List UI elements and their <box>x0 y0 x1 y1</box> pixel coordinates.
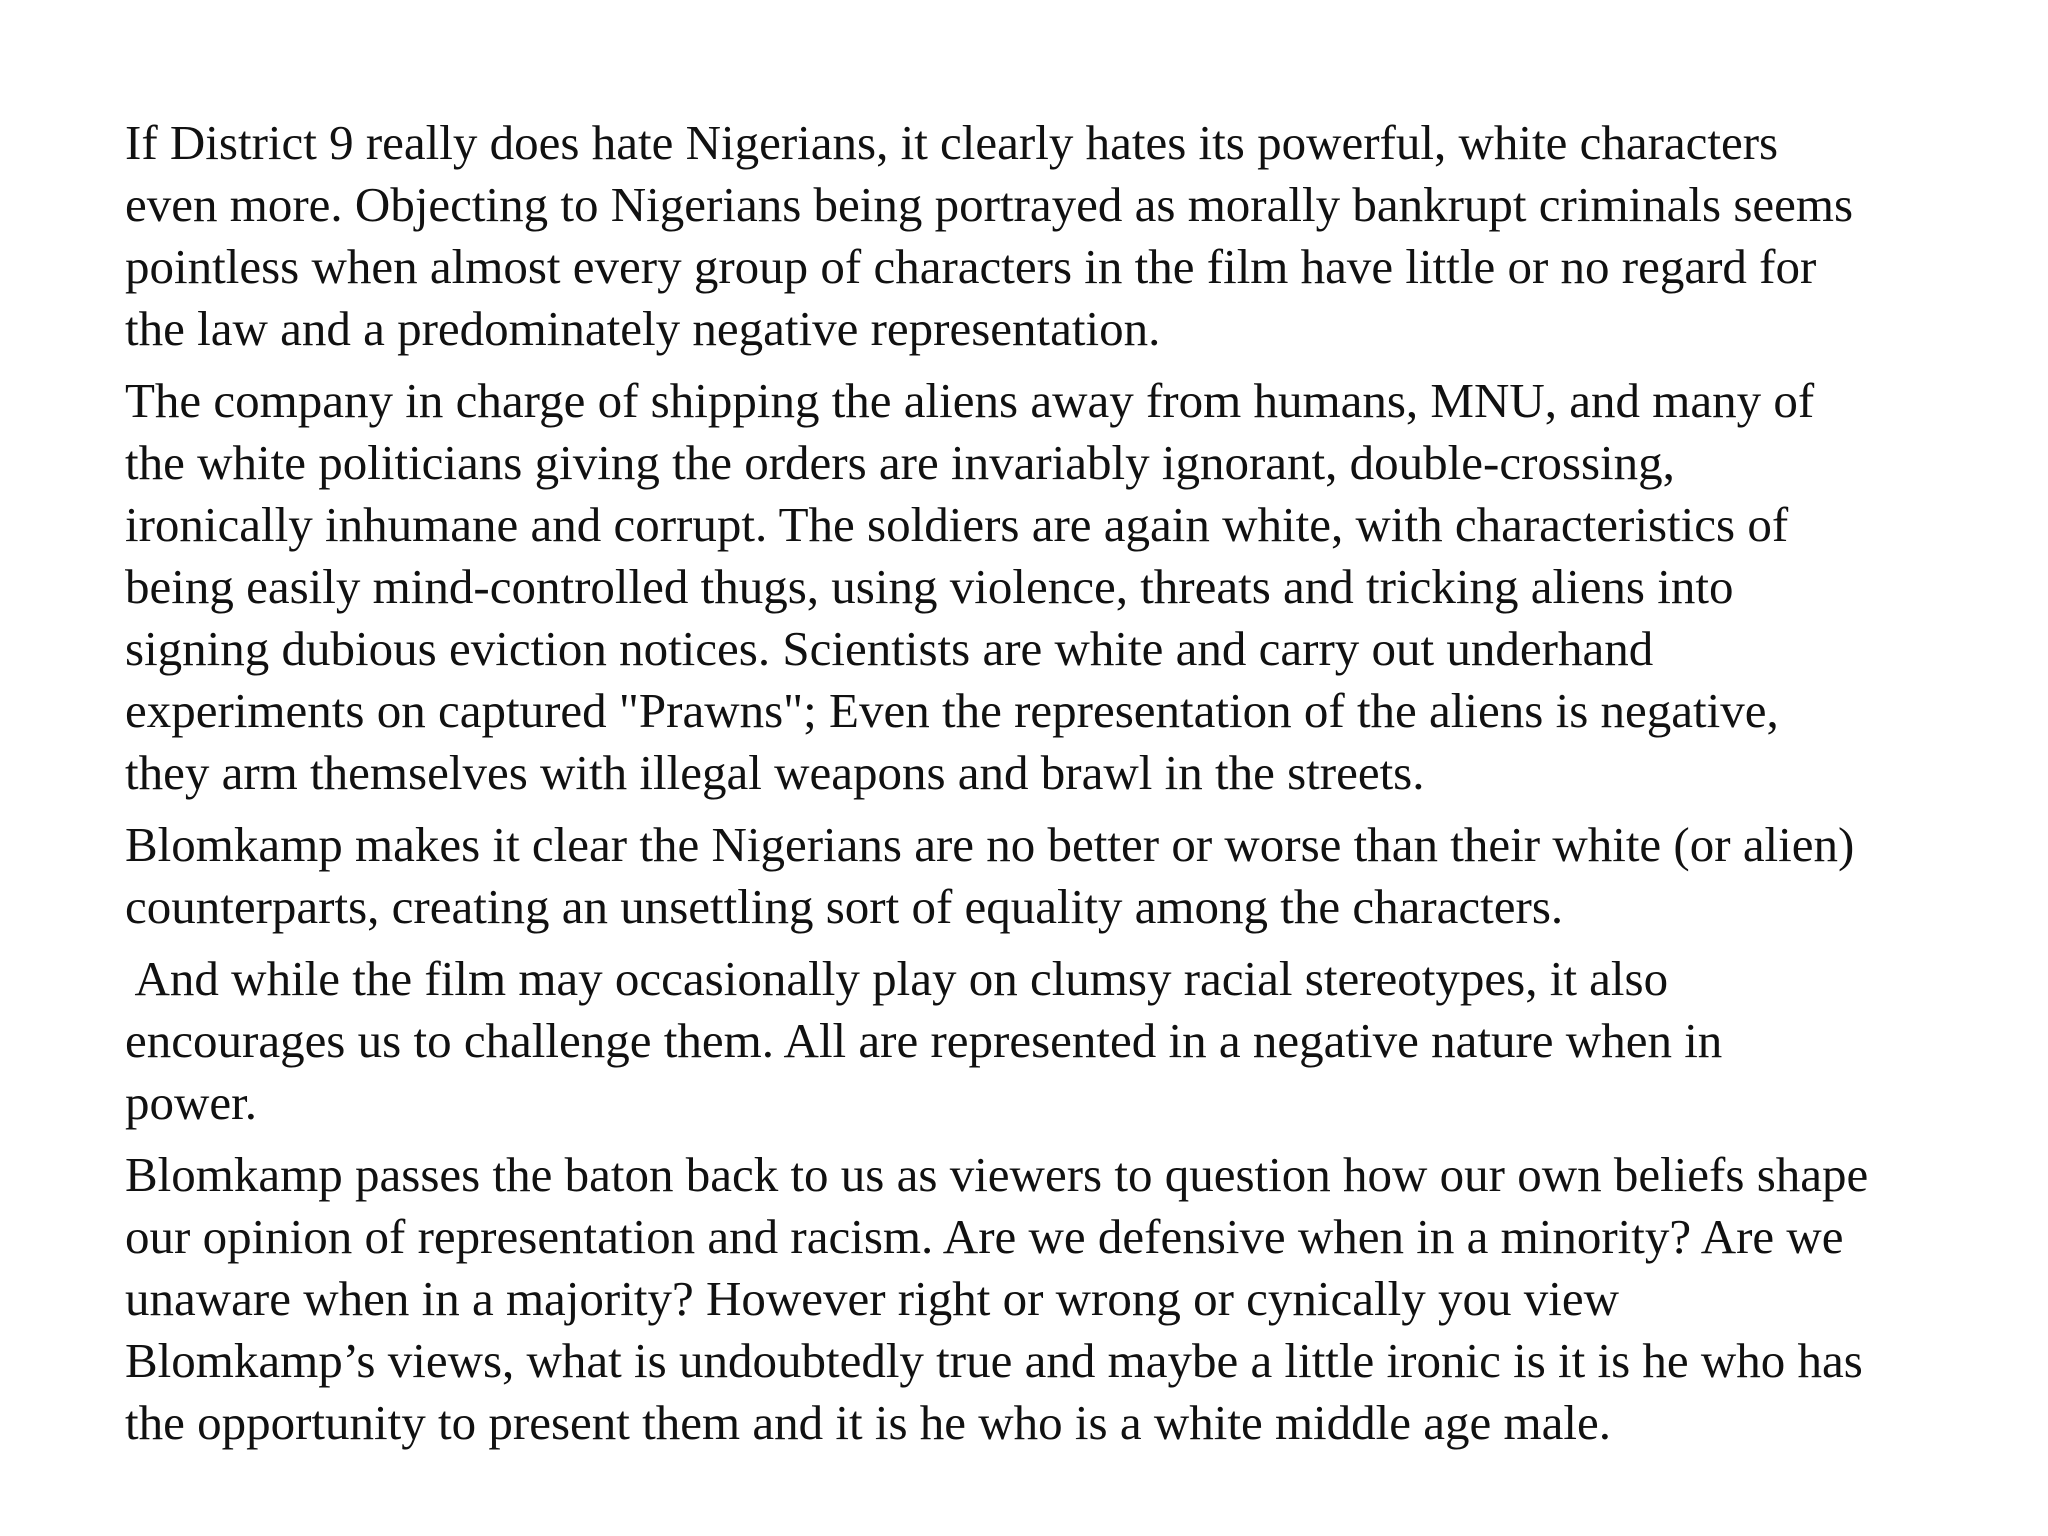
paragraph-line: counterparts, creating an unsettling sort of equality among the characters. <box>125 879 1564 934</box>
paragraph-line: pointless when almost every group of characters in the film have little or no regard for <box>125 239 1817 294</box>
paragraph-3 <box>125 814 1965 938</box>
paragraph-line: If District 9 really does hate Nigerians, it clearly hates its powerful, white characters <box>125 115 1779 170</box>
paragraph-line: even more. Objecting to Nigerians being portrayed as morally bankrupt criminals seems <box>125 177 1854 232</box>
paragraph-line: encourages us to challenge them. All are represented in a negative nature when in <box>125 1013 1723 1068</box>
paragraph-line: unaware when in a majority? However right or wrong or cynically you view <box>125 1271 1620 1326</box>
paragraph-line: experiments on captured "Prawns"; Even the representation of the aliens is negative, <box>125 683 1779 738</box>
paragraph-line: the white politicians giving the orders are invariably ignorant, double-crossing, <box>125 435 1675 490</box>
paragraph-line: the law and a predominately negative representation. <box>125 301 1161 356</box>
paragraph-line: Blomkamp makes it clear the Nigerians are no better or worse than their white (or alien) <box>125 817 1855 872</box>
document-body <box>125 112 1965 1464</box>
paragraph-line: The company in charge of shipping the aliens away from humans, MNU, and many of <box>125 373 1815 428</box>
paragraph-line: they arm themselves with illegal weapons and brawl in the streets. <box>125 745 1425 800</box>
paragraph-line: Blomkamp’s views, what is undoubtedly true and maybe a little ironic is it is he who has <box>125 1333 1863 1388</box>
paragraph-line: Blomkamp passes the baton back to us as viewers to question how our own beliefs shape <box>125 1147 1869 1202</box>
paragraph-line: our opinion of representation and racism. Are we defensive when in a minority? Are we <box>125 1209 1844 1264</box>
paragraph-1 <box>125 112 1965 360</box>
paragraph-line: power. <box>125 1075 257 1130</box>
paragraph-5 <box>125 1144 1965 1454</box>
paragraph-line: being easily mind-controlled thugs, using violence, threats and tricking aliens into <box>125 559 1734 614</box>
paragraph-4 <box>125 948 1965 1134</box>
paragraph-line: And while the film may occasionally play on clumsy racial stereotypes, it also <box>125 951 1669 1006</box>
paragraph-2 <box>125 370 1965 804</box>
paragraph-line: the opportunity to present them and it is he who is a white middle age male. <box>125 1395 1612 1450</box>
paragraph-line: signing dubious eviction notices. Scientists are white and carry out underhand <box>125 621 1654 676</box>
paragraph-line: ironically inhumane and corrupt. The soldiers are again white, with characteristics of <box>125 497 1789 552</box>
